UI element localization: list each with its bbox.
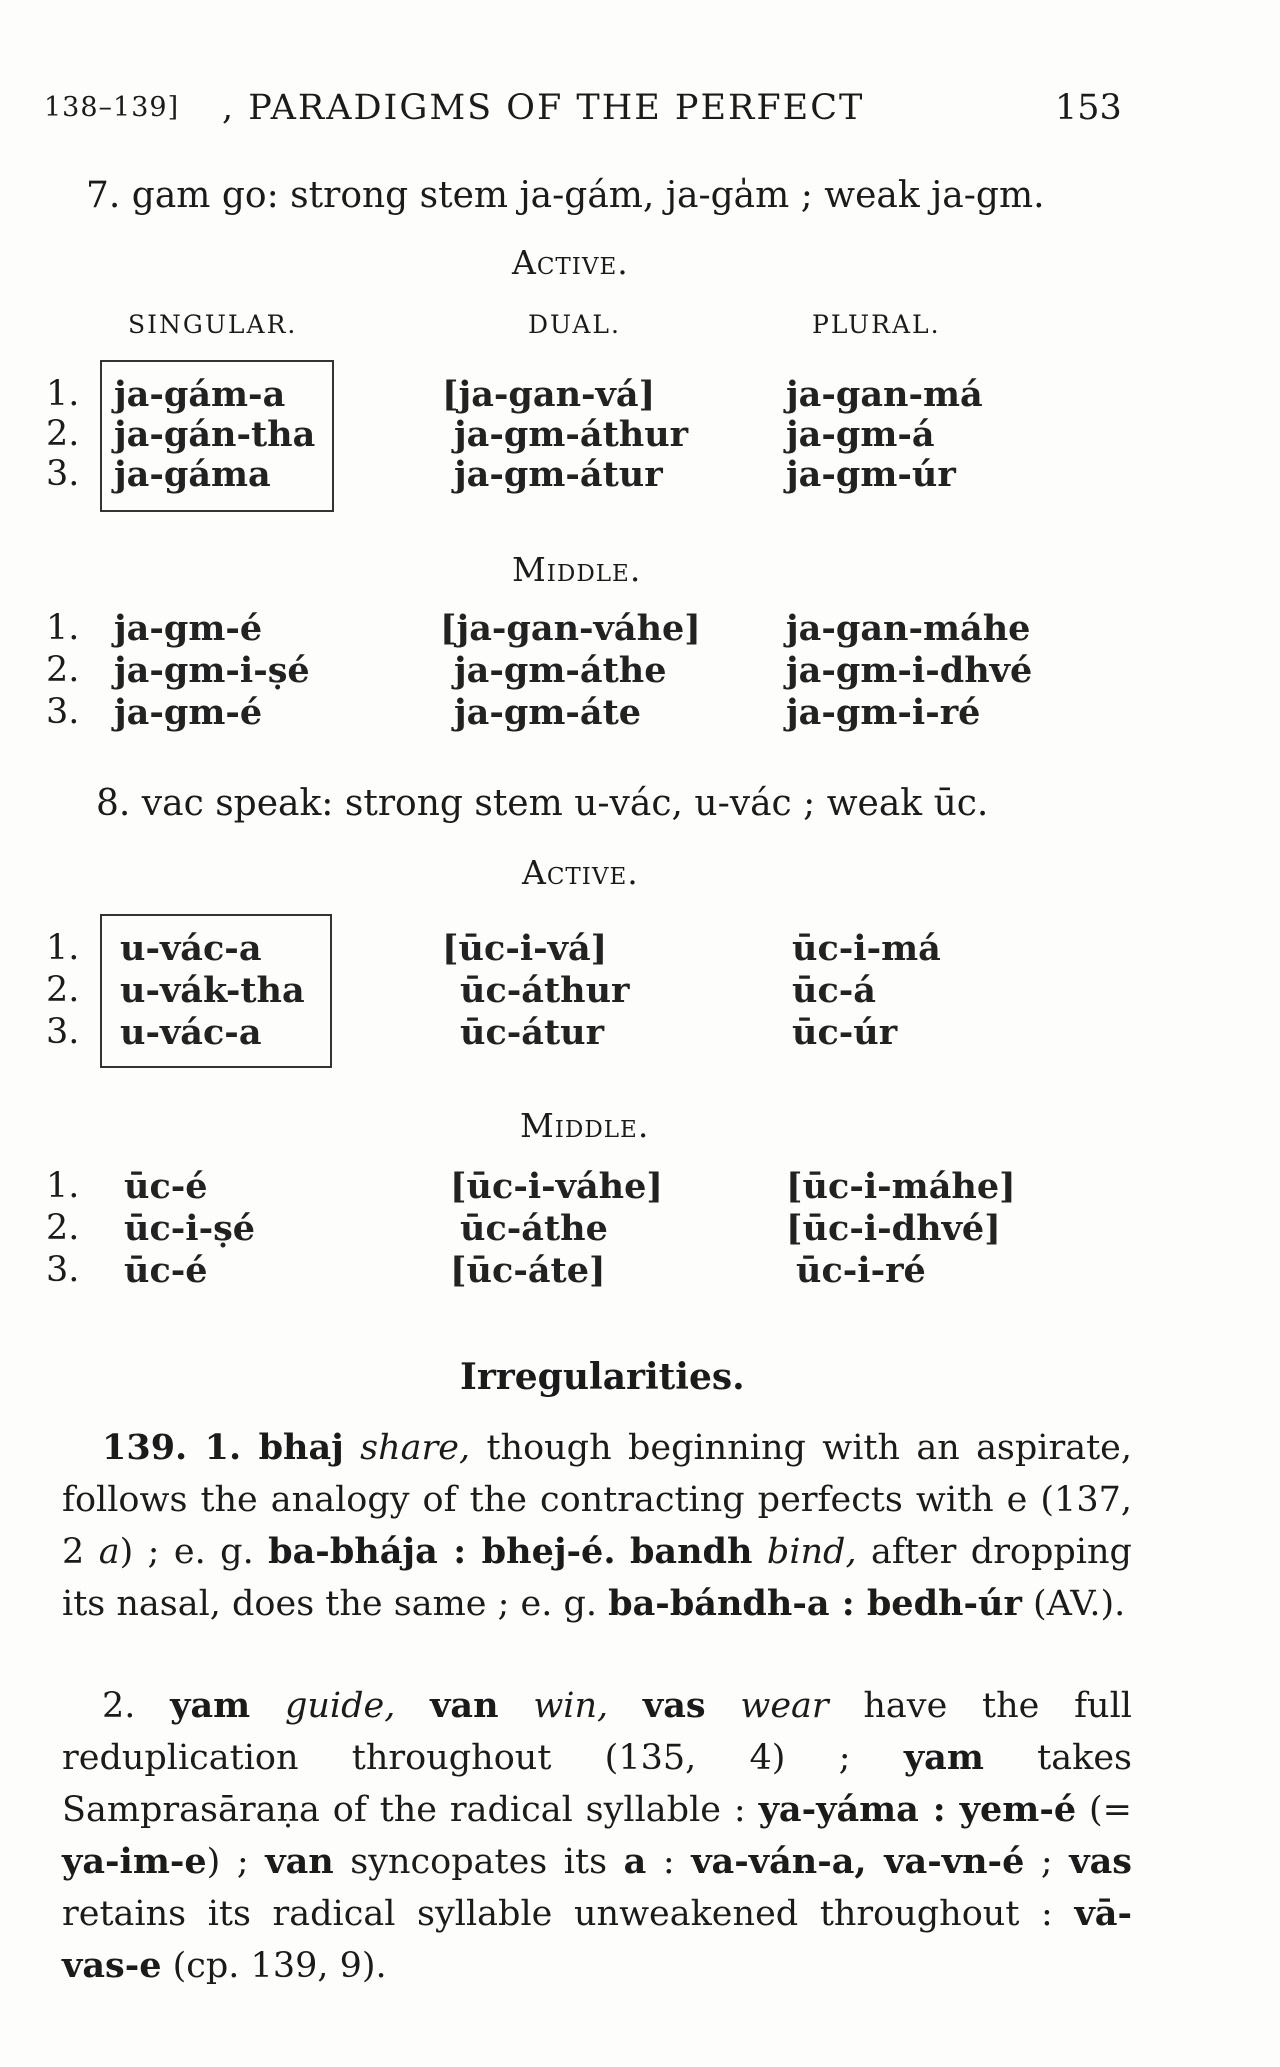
- prose: 2.: [102, 1686, 171, 1726]
- plural-form: ja-gan-máhe: [786, 608, 1031, 649]
- form: bandh: [629, 1531, 753, 1572]
- dual-form: [ūc-áte]: [450, 1250, 606, 1291]
- gloss: win,: [533, 1686, 609, 1726]
- plural-form: [ūc-i-máhe]: [786, 1166, 1016, 1207]
- verb8-active-label: Active.: [522, 853, 639, 892]
- paragraph-139-2: [62, 1680, 1132, 1992]
- verb8-middle-label: Middle.: [520, 1106, 650, 1145]
- row-number: 1.: [46, 374, 80, 414]
- singular-form: ja-gm-é: [114, 692, 263, 733]
- gloss: share,: [343, 1428, 471, 1468]
- dual-form: [ja-gan-váhe]: [440, 608, 701, 649]
- prose: ) ;: [206, 1842, 266, 1882]
- para-ref: 139. 1. bhaj: [102, 1427, 344, 1468]
- singular-form: u-vác-a: [120, 928, 262, 969]
- singular-form: ja-gm-i-ṣé: [114, 650, 310, 691]
- plural-form: [ūc-i-dhvé]: [786, 1208, 1001, 1249]
- plural-form: ūc-úr: [792, 1012, 898, 1053]
- col-plural: PLURAL.: [812, 310, 941, 339]
- row-number: 3.: [46, 1012, 80, 1052]
- verb7-intro: 7. gam go: strong stem ja-gám, ja-ga̍m ; weak ja-gm.: [86, 175, 1045, 216]
- col-singular: SINGULAR.: [128, 310, 298, 339]
- dual-form: [ūc-i-váhe]: [450, 1166, 663, 1207]
- prose: [250, 1686, 285, 1726]
- page-number: 153: [1055, 88, 1122, 128]
- plural-form: ūc-i-ré: [796, 1250, 926, 1291]
- form: yam: [903, 1737, 984, 1778]
- prose: [616, 1532, 630, 1572]
- form: vā-vas-e: [62, 1893, 1132, 1986]
- row-number: 2.: [46, 1208, 80, 1248]
- plural-form: ja-gm-á: [786, 414, 935, 455]
- singular-form: ūc-é: [124, 1250, 208, 1291]
- singular-form: ja-gán-tha: [114, 414, 316, 455]
- singular-form: ūc-i-ṣé: [124, 1208, 256, 1249]
- row-number: 1.: [46, 1166, 80, 1206]
- prose: after dropping its nasal, does the same ; e. g.: [62, 1532, 1132, 1624]
- dual-form: ja-gm-áthe: [454, 650, 667, 691]
- dual-form: ja-gm-átur: [454, 454, 663, 495]
- row-number: 3.: [46, 454, 80, 494]
- form: van: [430, 1685, 499, 1726]
- gloss: wear: [740, 1686, 829, 1726]
- plural-form: ja-gm-i-dhvé: [786, 650, 1033, 691]
- prose: [395, 1686, 430, 1726]
- col-dual: DUAL.: [528, 310, 621, 339]
- singular-form: ūc-é: [124, 1166, 208, 1207]
- row-number: 2.: [46, 970, 80, 1010]
- row-number: 1.: [46, 608, 80, 648]
- dual-form: [ūc-i-vá]: [442, 928, 608, 969]
- prose: retains its radical syllable unweakened throughout :: [62, 1894, 1075, 1934]
- prose: syncopates its: [333, 1842, 624, 1882]
- prose: have the full reduplication throughout (135, 4) ;: [62, 1686, 1132, 1778]
- prose: ;: [1024, 1842, 1070, 1882]
- form: va-ván-a, va-vn-é: [691, 1841, 1025, 1882]
- row-number: 3.: [46, 1250, 80, 1290]
- gloss: guide,: [284, 1686, 396, 1726]
- verb7-middle-label: Middle.: [512, 550, 642, 589]
- plural-form: ja-gm-úr: [786, 454, 956, 495]
- dual-form: ja-gm-áte: [454, 692, 642, 733]
- row-number: 3.: [46, 692, 80, 732]
- prose: takes Samprasāraṇa of the radical syllable :: [62, 1738, 1132, 1830]
- verb7-active-label: Active.: [512, 243, 629, 282]
- dual-form: ūc-áthur: [460, 970, 630, 1011]
- plural-form: ja-gan-má: [786, 374, 983, 415]
- singular-form: u-vák-tha: [120, 970, 305, 1011]
- prose: though beginning with an aspirate, follows the analogy of the contracting perfects with e (137, 2: [62, 1428, 1132, 1572]
- form: ba-bándh-a : bedh-úr: [608, 1583, 1022, 1624]
- dual-form: ūc-áthe: [460, 1208, 608, 1249]
- verb8-intro: 8. vac speak: strong stem u-vác, u-vác ; weak ūc.: [96, 783, 989, 824]
- form: ba-bhája : bhej-é.: [268, 1531, 616, 1572]
- singular-form: u-vác-a: [120, 1012, 262, 1053]
- dual-form: ūc-átur: [460, 1012, 605, 1053]
- prose: [706, 1686, 741, 1726]
- dual-form: ja-gm-áthur: [454, 414, 689, 455]
- singular-form: ja-gáma: [114, 454, 271, 495]
- prose: (cp. 139, 9).: [161, 1946, 387, 1986]
- page-title: , PARADIGMS OF THE PERFECT: [222, 88, 865, 128]
- paragraph-139-1: [62, 1422, 1132, 1630]
- row-number: 2.: [46, 414, 80, 454]
- plural-form: ja-gm-i-ré: [786, 692, 981, 733]
- prose: ) ; e. g.: [119, 1532, 269, 1572]
- form: yam: [170, 1685, 251, 1726]
- dual-form: [ja-gan-vá]: [442, 374, 656, 415]
- form: vas: [1069, 1841, 1132, 1882]
- prose: [499, 1686, 534, 1726]
- prose: [608, 1686, 643, 1726]
- prose: :: [646, 1842, 692, 1882]
- singular-form: ja-gm-é: [114, 608, 263, 649]
- prose: (AV.).: [1021, 1584, 1126, 1624]
- form: van: [265, 1841, 334, 1882]
- row-number: 2.: [46, 650, 80, 690]
- plural-form: ūc-i-má: [792, 928, 941, 969]
- form: vas: [642, 1685, 706, 1726]
- singular-form: ja-gám-a: [114, 374, 286, 415]
- prose: [752, 1532, 766, 1572]
- gloss: a: [98, 1532, 120, 1572]
- form: ya-yáma : yem-é: [758, 1789, 1077, 1830]
- row-number: 1.: [46, 928, 80, 968]
- form: a: [623, 1841, 647, 1882]
- form: ya-im-e: [62, 1841, 207, 1882]
- plural-form: ūc-á: [792, 970, 876, 1011]
- gloss: bind,: [766, 1532, 857, 1572]
- section-range: 138–139]: [44, 92, 180, 123]
- irregularities-heading: Irregularities.: [460, 1356, 745, 1398]
- prose: (=: [1076, 1790, 1133, 1830]
